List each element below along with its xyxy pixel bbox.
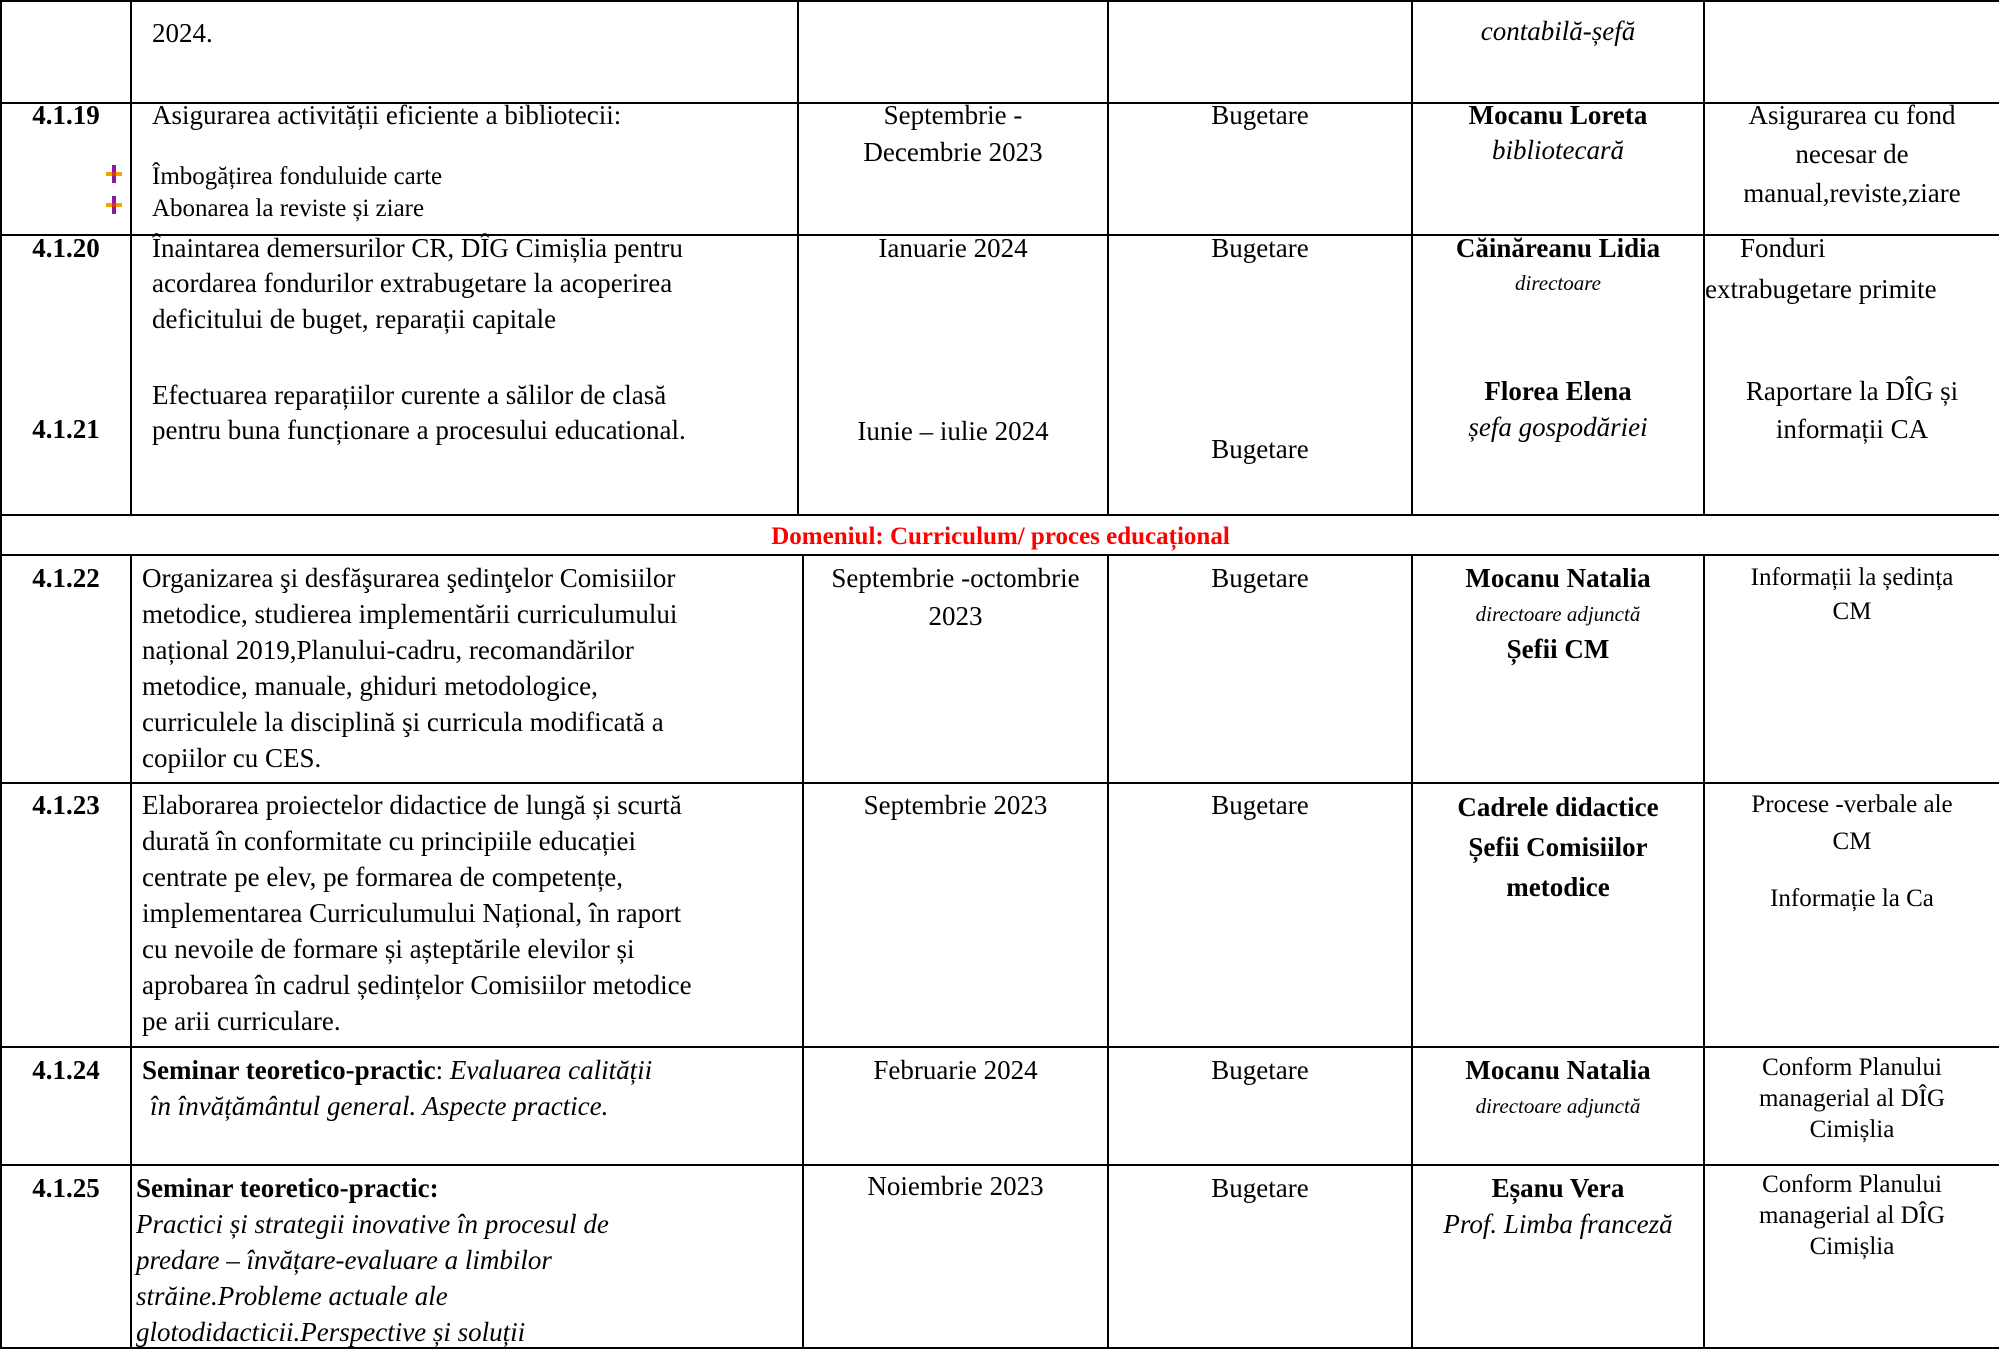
responsible-role: șefa gospodăriei [1468,412,1648,442]
indicator-text: Informații la ședința [1750,564,1954,591]
column-divider [130,554,132,1349]
activity-text: metodice, studierea implementării curriculumului [142,599,678,629]
row-number: 4.1.19 [32,100,100,130]
activity-text: Efectuarea reparațiilor curente a sălilor de clasă [152,380,667,410]
term: Septembrie - [883,100,1023,130]
row-number: 4.1.22 [32,563,100,593]
activity-text: curriculele la disciplină şi curricula modificată a [142,707,664,737]
activity-text [142,1053,652,1088]
activity-text: metodice, manuale, ghiduri metodologice, [142,671,598,701]
activity-text: centrate pe elev, pe formarea de competențe, [142,862,623,892]
seminar-title: Practici și strategii inovative în procesul de [136,1209,609,1239]
row-divider [0,1164,1999,1166]
activity-text: Elaborarea proiectelor didactice de lungă și scurtă [142,790,682,820]
seminar-title: predare – învățare-evaluare a limbilor [136,1245,552,1275]
indicator-text: manual,reviste,ziare [1743,178,1961,208]
seminar-label: Seminar teoretico-practic [142,1055,436,1085]
indicator-text: CM [1832,828,1872,855]
activity-text: pe arii curriculare. [142,1006,341,1036]
responsible-name: Șefii CM [1506,634,1610,664]
column-divider [130,0,132,514]
responsible-name: Cadrele didactice [1457,792,1659,822]
indicator-text: CM [1832,598,1872,625]
term: Iunie – iulie 2024 [857,416,1049,446]
row-divider [0,0,1999,2]
indicator-text: Informație la Ca [1770,885,1934,912]
row-number: 4.1.25 [32,1173,100,1203]
resources: Bugetare [1211,563,1309,593]
term: Septembrie -octombrie [831,563,1080,593]
indicator-text: Conform Planului [1762,1171,1942,1198]
activity-text: implementarea Curriculumului Național, în raport [142,898,682,928]
row-divider [0,554,1999,556]
column-divider [0,0,2,1349]
activity-text: deficitului de buget, reparații capitale [152,304,557,334]
resources: Bugetare [1211,233,1309,263]
responsible-name: Mocanu Natalia [1465,563,1651,593]
row-number: 4.1.23 [32,790,100,820]
term: Noiembrie 2023 [867,1171,1044,1201]
indicator-text: Asigurarea cu fond [1748,100,1956,130]
term: Septembrie 2023 [863,790,1048,820]
seminar-title: străine.Probleme actuale ale [136,1281,448,1311]
indicator-text: Fonduri [1740,233,1826,263]
seminar-title: glotodidacticii.Perspective și soluții [136,1317,526,1347]
row-number: 4.1.20 [32,233,100,263]
responsible-role: contabilă-șefă [1480,16,1636,46]
row-divider [0,1046,1999,1048]
resources: Bugetare [1211,1055,1309,1085]
resources: Bugetare [1211,434,1309,464]
responsible-name: Florea Elena [1484,376,1632,406]
responsible-name: metodice [1506,872,1610,902]
activity-text: durată în conformitate cu principiile educației [142,826,637,856]
activity-text: pentru buna funcționare a procesului educational. [152,415,686,445]
responsible-role: directoare adjunctă [1475,602,1641,626]
column-divider [1107,554,1109,1349]
indicator-text: necesar de [1795,139,1909,169]
indicator-text: informații CA [1775,414,1929,444]
seminar-title: în învățământul general. Aspecte practice. [150,1091,609,1121]
activity-text: cu nevoile de formare și așteptările elevilor și [142,934,635,964]
list-item: Abonarea la reviste și ziare [152,195,425,222]
term: Ianuarie 2024 [878,233,1028,263]
responsible-name: Căinăreanu Lidia [1455,233,1661,263]
responsible-name: Șefii Comisiilor [1468,832,1648,862]
responsible-role: directoare adjunctă [1475,1094,1641,1118]
term: Decembrie 2023 [863,137,1043,167]
indicator-text: Cimișlia [1809,1233,1895,1260]
column-divider [802,554,804,1349]
resources: Bugetare [1211,1173,1309,1203]
responsible-role: Prof. Limba franceză [1443,1209,1673,1239]
indicator-text: Cimișlia [1809,1116,1895,1143]
indicator-text: extrabugetare primite [1705,274,1937,304]
activity-text: Organizarea şi desfăşurarea şedinţelor Comisiilor [142,563,676,593]
responsible-name: Mocanu Loreta [1468,100,1648,130]
activity-text: Asigurarea activității eficiente a bibliotecii: [152,100,622,130]
responsible-role: bibliotecară [1492,135,1624,165]
activity-text: copiilor cu CES. [142,743,322,773]
indicator-text: Conform Planului [1762,1054,1942,1081]
term: Februarie 2024 [873,1055,1038,1085]
row-divider [0,782,1999,784]
separator: : [435,1055,450,1085]
row-number: 4.1.24 [32,1055,100,1085]
row-divider [0,514,1999,516]
indicator-text: Procese -verbale ale [1751,791,1953,818]
resources: Bugetare [1211,790,1309,820]
arrow-bullet-icon [106,165,122,183]
indicator-text: managerial al DÎG [1758,1085,1946,1112]
arrow-bullet-icon [106,196,122,214]
responsible-role: directoare [1515,271,1601,295]
indicator-text: Raportare la DÎG și [1745,376,1959,406]
activity-text: aprobarea în cadrul ședințelor Comisiilor metodice [142,970,692,1000]
row-number: 4.1.21 [32,414,100,444]
term: 2023 [928,601,983,631]
seminar-title: Evaluarea calității [449,1055,653,1085]
responsible-name: Mocanu Natalia [1465,1055,1651,1085]
activity-text: național 2019,Planului-cadru, recomandărilor [142,635,634,665]
section-header: Domeniul: Curriculum/ proces educațional [771,523,1230,550]
indicator-text: managerial al DÎG [1758,1202,1946,1229]
activity-text: Înaintarea demersurilor CR, DÎG Cimișlia pentru [152,233,683,263]
activity-text: 2024. [152,18,213,48]
activity-text: acordarea fondurilor extrabugetare la acoperirea [152,268,673,298]
resources: Bugetare [1211,100,1309,130]
seminar-label: Seminar teoretico-practic: [136,1173,439,1203]
list-item: Îmbogățirea fonduluide carte [152,163,443,190]
responsible-name: Eșanu Vera [1491,1173,1625,1203]
